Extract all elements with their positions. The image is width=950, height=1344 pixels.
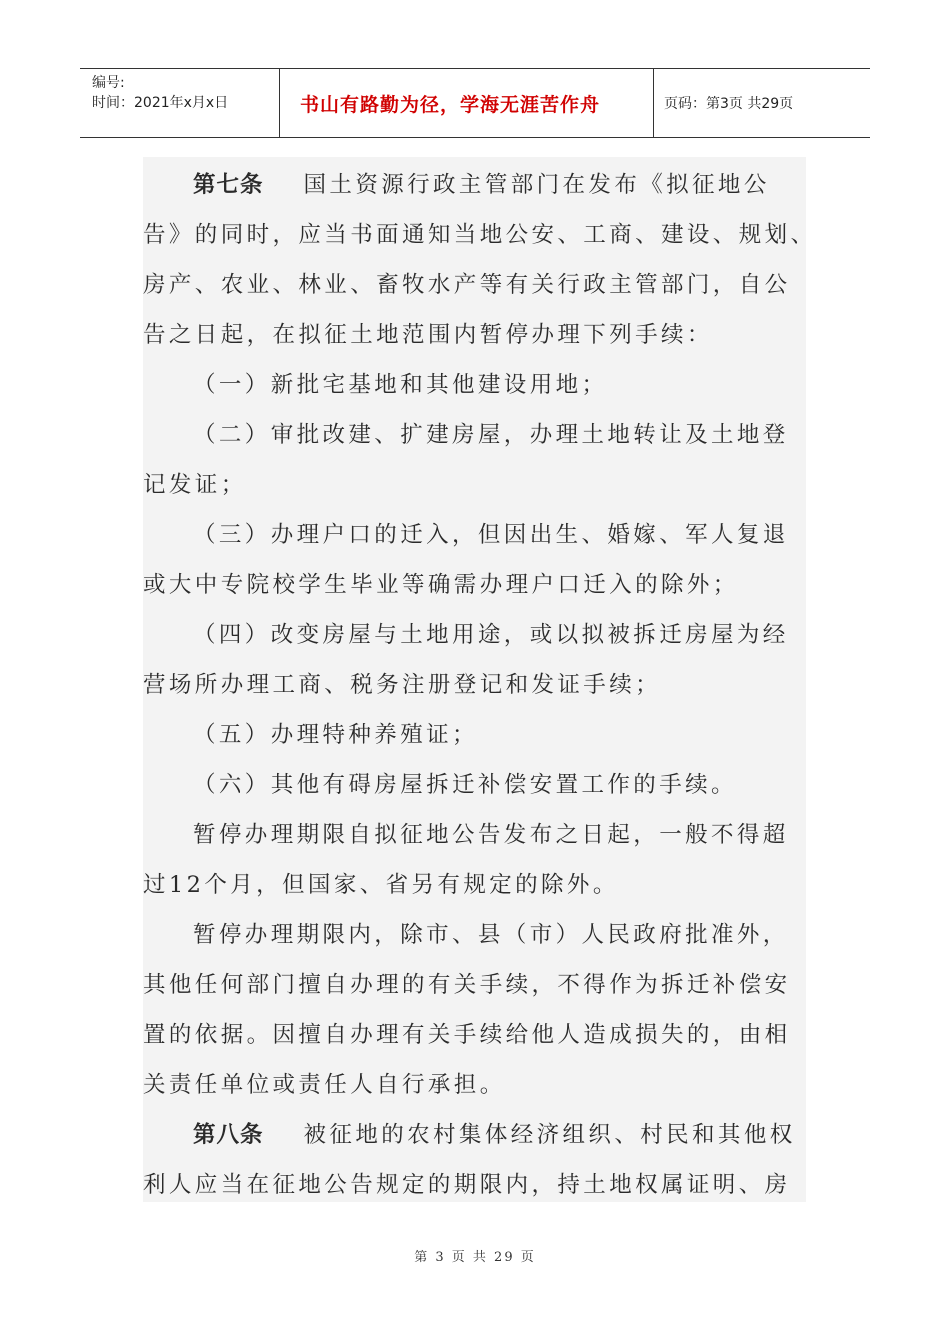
serial-label: 编号: bbox=[92, 75, 125, 91]
text-line: （五）办理特种养殖证； bbox=[193, 722, 478, 748]
text-line: （二）审批改建、扩建房屋，办理土地转让及土地登 bbox=[193, 422, 789, 448]
text-line: 记发证； bbox=[143, 472, 247, 498]
text-line: 或大中专院校学生毕业等确需办理户口迁入的除外； bbox=[143, 572, 739, 598]
document-body bbox=[143, 157, 817, 1202]
text-line: 过12个月，但国家、省另有规定的除外。 bbox=[143, 872, 619, 898]
page-footer: 第 3 页 共 29 页 bbox=[414, 1250, 536, 1265]
article-7-label: 第七条 bbox=[193, 172, 264, 198]
header-meta bbox=[80, 69, 280, 137]
page-header bbox=[80, 68, 870, 138]
text-line: （四）改变房屋与土地用途，或以拟被拆迁房屋为经 bbox=[193, 622, 789, 648]
text-line: 关责任单位或责任人自行承担。 bbox=[143, 1072, 506, 1098]
text-line: 营场所办理工商、税务注册登记和发证手续； bbox=[143, 672, 662, 698]
text-line: 其他任何部门擅自办理的有关手续，不得作为拆迁补偿安 bbox=[143, 972, 791, 998]
text-line: 利人应当在征地公告规定的期限内，持土地权属证明、房 bbox=[143, 1172, 791, 1198]
text-line: 置的依据。因擅自办理有关手续给他人造成损失的，由相 bbox=[143, 1022, 791, 1048]
article-7-line-1: 第七条 国土资源行政主管部门在发布《拟征地公 bbox=[193, 172, 770, 198]
date-line: 时间：2021年x月x日 bbox=[92, 95, 229, 111]
article-8-label: 第八条 bbox=[193, 1122, 264, 1148]
header-page-info: 页码：第3页 共29页 bbox=[664, 96, 794, 112]
article-8-line-1: 第八条 被征地的农村集体经济组织、村民和其他权 bbox=[193, 1122, 796, 1148]
text-line: 暂停办理期限自拟征地公告发布之日起，一般不得超 bbox=[193, 822, 789, 848]
text-line: （一）新批宅基地和其他建设用地； bbox=[193, 372, 608, 398]
text-line: 暂停办理期限内，除市、县（市）人民政府批准外， bbox=[193, 922, 789, 948]
text-line: 告之日起，在拟征土地范围内暂停办理下列手续： bbox=[143, 322, 713, 348]
text-line: 房产、农业、林业、畜牧水产等有关行政主管部门，自公 bbox=[143, 272, 791, 298]
text-line: （六）其他有碍房屋拆迁补偿安置工作的手续。 bbox=[193, 772, 737, 798]
text-line: 告》的同时，应当书面通知当地公安、工商、建设、规划、 bbox=[143, 222, 817, 248]
header-motto: 书山有路勤为径，学海无涯苦作舟 bbox=[280, 69, 654, 137]
text-line: （三）办理户口的迁入，但因出生、婚嫁、军人复退 bbox=[193, 522, 789, 548]
